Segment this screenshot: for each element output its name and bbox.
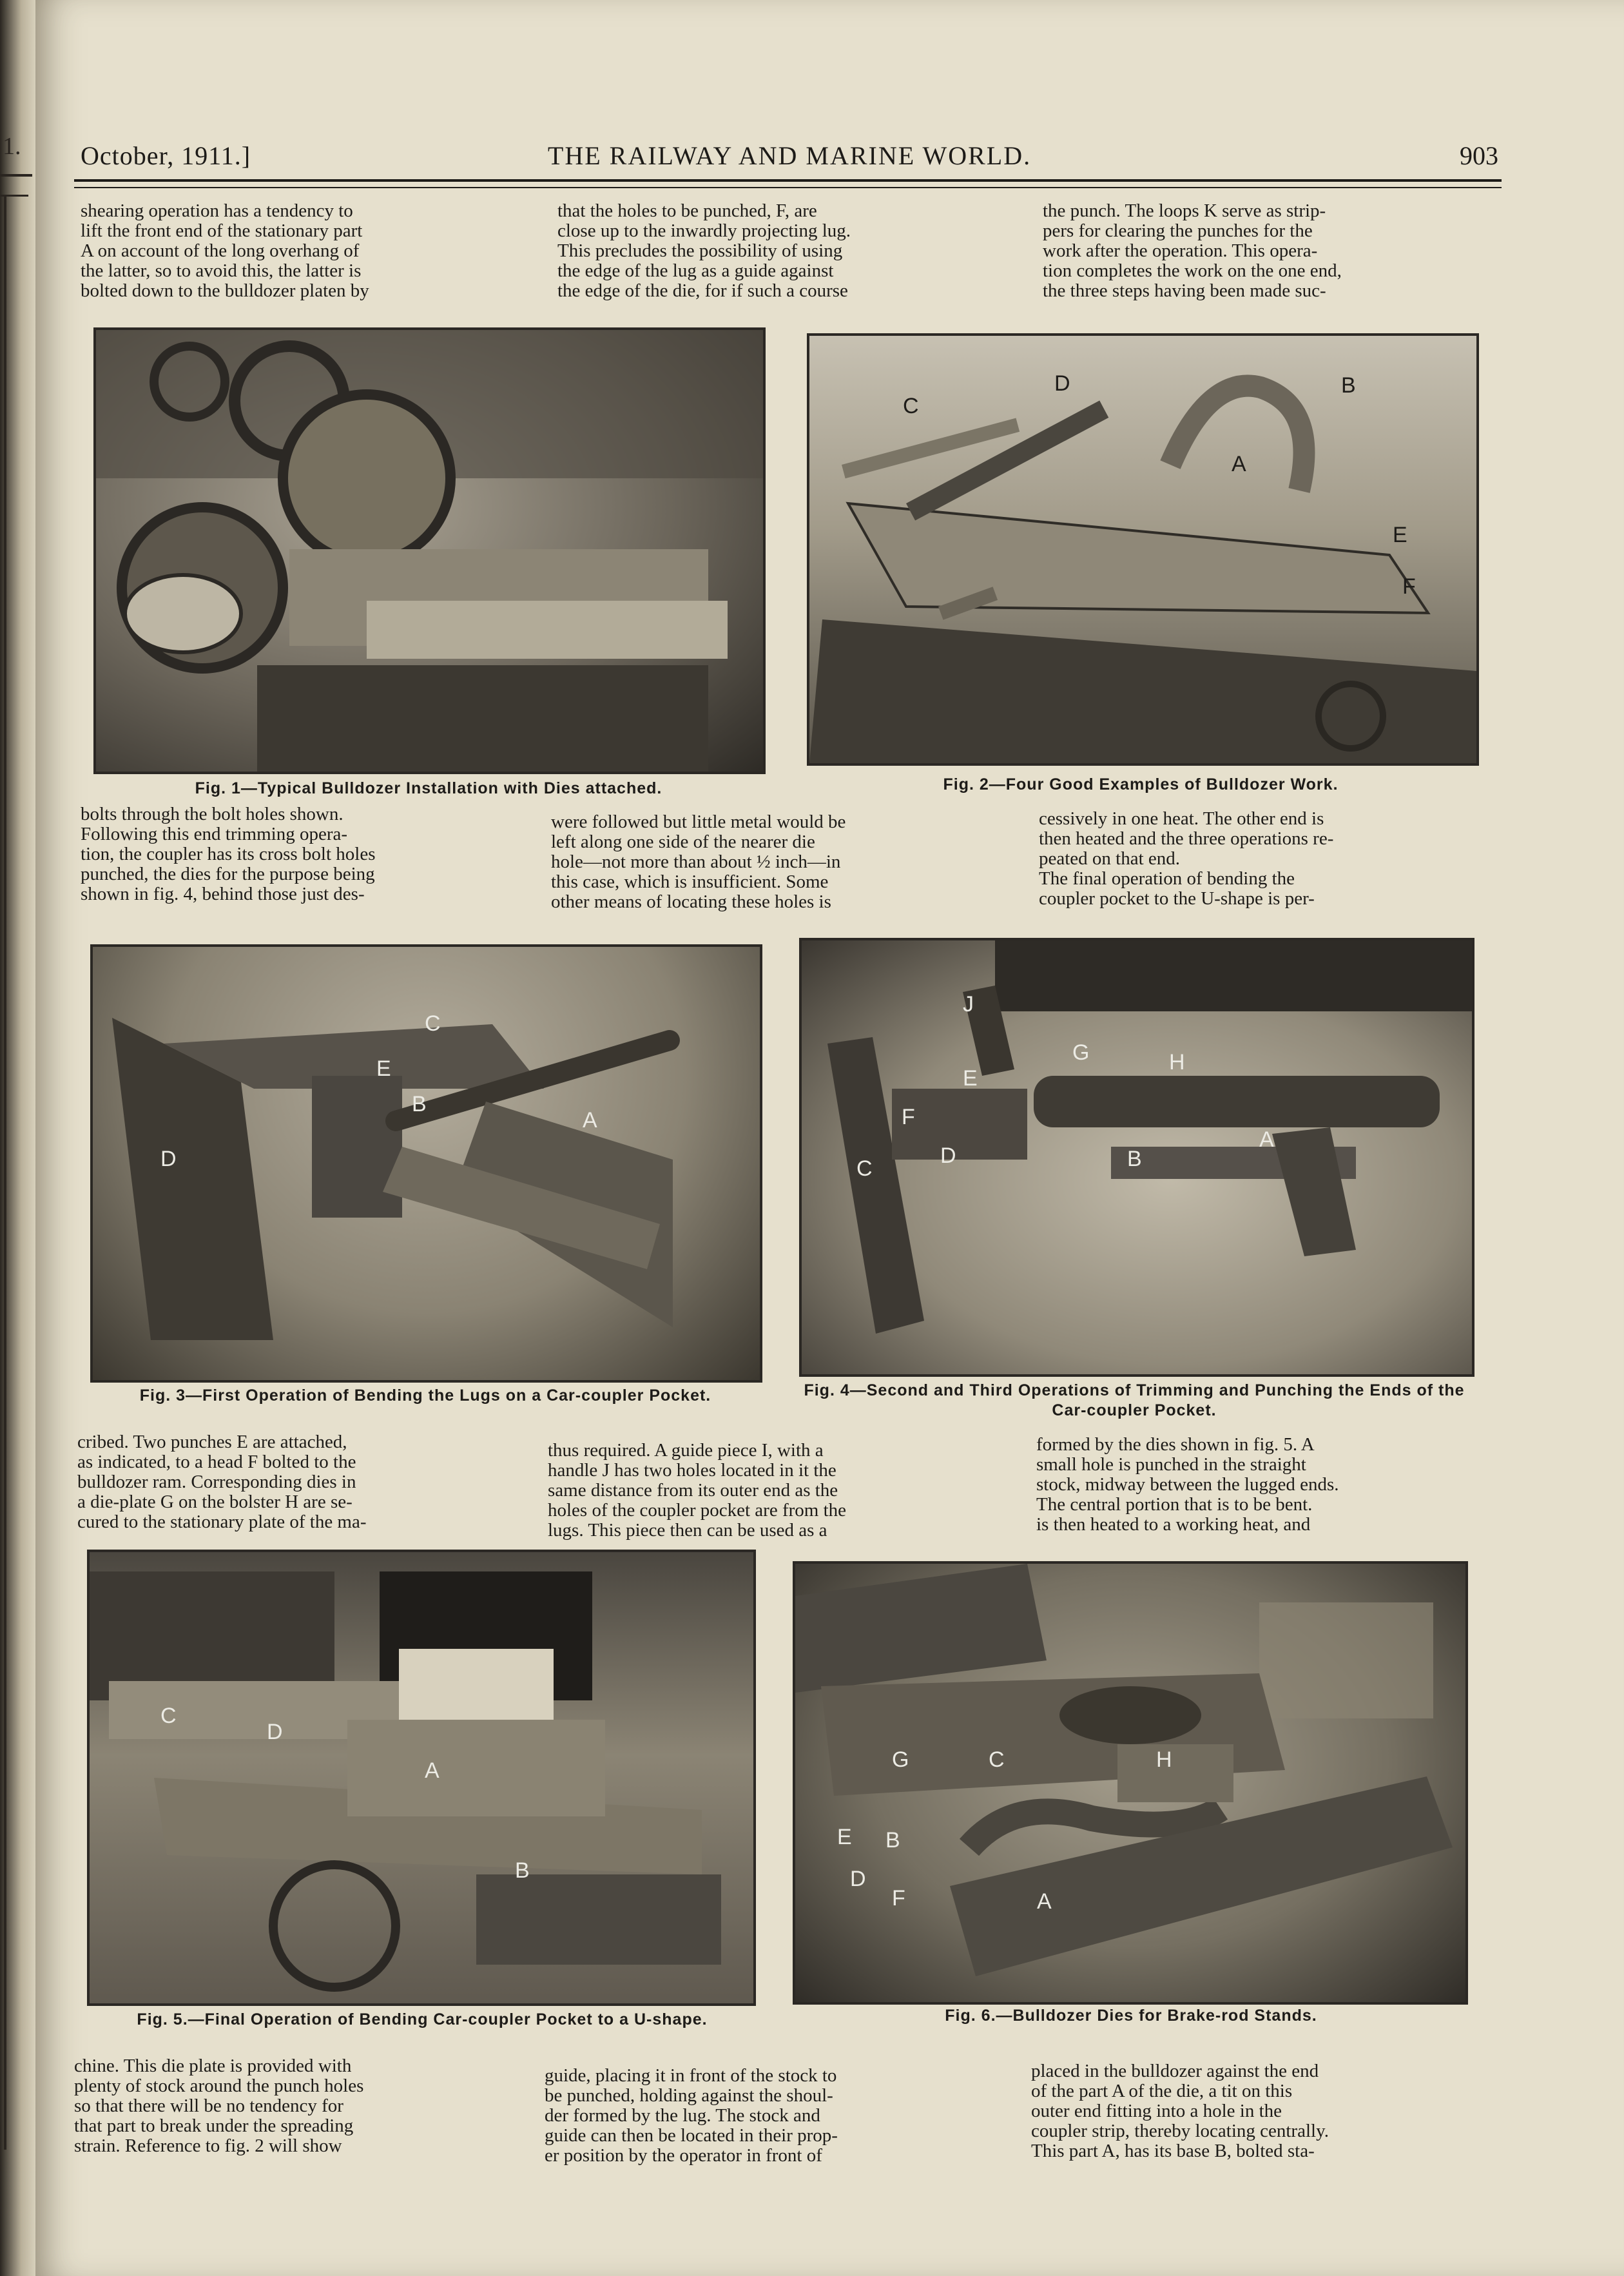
fig4-label-a: A bbox=[1259, 1127, 1274, 1152]
figure-5-caption: Fig. 5.—Final Operation of Bending Car-coupler Pocket to a U-shape. bbox=[137, 2010, 708, 2028]
page-number: 903 bbox=[1460, 141, 1498, 170]
fig6-label-g: G bbox=[892, 1747, 909, 1772]
bulldozer-machine-illustration bbox=[96, 330, 763, 772]
header-rule bbox=[74, 179, 1502, 182]
fig6-label-h: H bbox=[1156, 1747, 1172, 1772]
fig3-label-b: B bbox=[412, 1092, 427, 1116]
text-row4-col1: chine. This die plate is provided with plenty of stock around the punch holes so that there will be no tendency for that part to break under the spreading strain. Reference to fig. 2 will show bbox=[74, 2056, 364, 2156]
fig2-label-a: A bbox=[1232, 452, 1246, 476]
fig6-label-d: D bbox=[850, 1867, 866, 1891]
figure-4-caption: Fig. 4—Second and Third Operations of Trimming and Punching the Ends of the Car-coupler Pocket. bbox=[804, 1381, 1465, 1419]
text-row3-col2: thus required. A guide piece I, with a handle J has two holes located in it the same distance from its outer end as the holes of the coupler pocket are from the lugs. This piece then can be used as a bbox=[548, 1440, 847, 1541]
adjacent-page-rule bbox=[0, 174, 32, 177]
figure-2-caption: Fig. 2—Four Good Examples of Bulldozer Work. bbox=[943, 775, 1339, 793]
fig3-label-a: A bbox=[583, 1108, 597, 1133]
u-shape-bending-illustration bbox=[90, 1552, 753, 2003]
fig2-label-b: B bbox=[1341, 373, 1356, 398]
fig3-label-e: E bbox=[376, 1056, 391, 1081]
figure-6-caption: Fig. 6.—Bulldozer Dies for Brake-rod Stands. bbox=[945, 2007, 1317, 2025]
text-row1-col2: that the holes to be punched, F, are close up to the inwardly projecting lug. This precludes the possibility of using the edge of the lug as a guide against the edge of the die, for if such a course bbox=[557, 200, 851, 301]
fig2-label-c: C bbox=[903, 394, 919, 418]
brake-rod-stand-dies-illustration bbox=[795, 1564, 1465, 2002]
journal-title: THE RAILWAY AND MARINE WORLD. bbox=[547, 141, 1032, 170]
figure-4-photo bbox=[799, 938, 1474, 1377]
fig2-label-f: F bbox=[1402, 574, 1416, 599]
fig4-label-c: C bbox=[856, 1156, 873, 1181]
fig6-label-b: B bbox=[885, 1828, 900, 1853]
text-row1-col3: the punch. The loops K serve as strip- pers for clearing the punches for the work after the operation. This opera- tion completes the work on the one end, the three steps having been made suc- bbox=[1043, 200, 1342, 301]
fig5-label-d: D bbox=[267, 1720, 283, 1744]
text-row1-col1: shearing operation has a tendency to lift the front end of the stationary part A on account of the long overhang of the latter, so to avoid this, the latter is bolted down to the bulldozer platen by bbox=[81, 200, 369, 301]
fig6-label-a: A bbox=[1037, 1889, 1052, 1914]
fig6-label-e: E bbox=[837, 1825, 852, 1849]
header-rule-thin bbox=[74, 187, 1502, 188]
issue-date: October, 1911.] bbox=[81, 141, 251, 170]
figure-3-caption: Fig. 3—First Operation of Bending the Lugs on a Car-coupler Pocket. bbox=[139, 1386, 711, 1405]
fig3-label-c: C bbox=[425, 1011, 441, 1036]
fig5-label-c: C bbox=[160, 1704, 177, 1728]
text-row2-col3: cessively in one heat. The other end is then heated and the three operations re- peated on that end. The final operation of bending the coupler pocket to the U-shape is per- bbox=[1039, 808, 1334, 909]
figure-1-caption: Fig. 1—Typical Bulldozer Installation with Dies attached. bbox=[195, 779, 662, 797]
fig5-label-b: B bbox=[515, 1858, 530, 1883]
text-row2-col2: were followed but little metal would be left along one side of the nearer die hole—not more than about ½ inch—in this case, which is insufficient. Some other means of locating these holes is bbox=[551, 812, 846, 912]
fig4-label-b: B bbox=[1127, 1147, 1142, 1171]
adjacent-page-fragment: 1. bbox=[3, 133, 21, 160]
adjacent-page-column-rule bbox=[4, 197, 6, 2150]
text-row4-col2: guide, placing it in front of the stock to be punched, holding against the shoul- der formed by the lug. The stock and guide can then be located in their prop- er position by the operator in front of bbox=[545, 2065, 838, 2166]
fig6-label-f: F bbox=[892, 1886, 905, 1911]
fig4-label-f: F bbox=[902, 1105, 915, 1129]
figure-1-photo bbox=[93, 327, 766, 774]
figure-6-photo bbox=[793, 1561, 1468, 2005]
fig6-label-c: C bbox=[989, 1747, 1005, 1772]
text-row4-col3: placed in the bulldozer against the end of the part A of the die, a tit on this outer end fitting into a hole in the coupler strip, thereby locating centrally. This part A, has its base B, bolted sta- bbox=[1031, 2061, 1329, 2161]
fig5-label-a: A bbox=[425, 1758, 440, 1783]
fig4-label-g: G bbox=[1072, 1040, 1090, 1065]
fig4-label-h: H bbox=[1169, 1050, 1185, 1075]
fig4-label-e: E bbox=[963, 1066, 978, 1091]
running-head bbox=[81, 141, 1498, 179]
adjacent-page-edge bbox=[0, 0, 35, 2276]
text-row3-col3: formed by the dies shown in fig. 5. A small hole is punched in the straight stock, midway between the lugged ends. The central portion that is to be bent. is then heated to a working heat, and bbox=[1036, 1434, 1339, 1535]
fig2-label-d: D bbox=[1054, 371, 1070, 396]
text-row3-col1: cribed. Two punches E are attached, as indicated, to a head F bolted to the bulldozer ram. Corresponding dies in a die-plate G on the bolster H are se- cured to the stationary plate of the ma- bbox=[77, 1432, 367, 1532]
fig4-label-d: D bbox=[940, 1143, 956, 1168]
text-row2-col1: bolts through the bolt holes shown. Following this end trimming opera- tion, the coupler has its cross bolt holes punched, the dies for the purpose being shown in fig. 4, behind those just des- bbox=[81, 804, 376, 904]
figure-3-photo bbox=[90, 944, 762, 1383]
fig2-label-e: E bbox=[1393, 523, 1407, 547]
figure-2-photo bbox=[807, 333, 1479, 766]
figure-5-photo bbox=[87, 1550, 756, 2006]
fig4-label-j: J bbox=[963, 992, 974, 1016]
fig3-label-d: D bbox=[160, 1147, 177, 1171]
